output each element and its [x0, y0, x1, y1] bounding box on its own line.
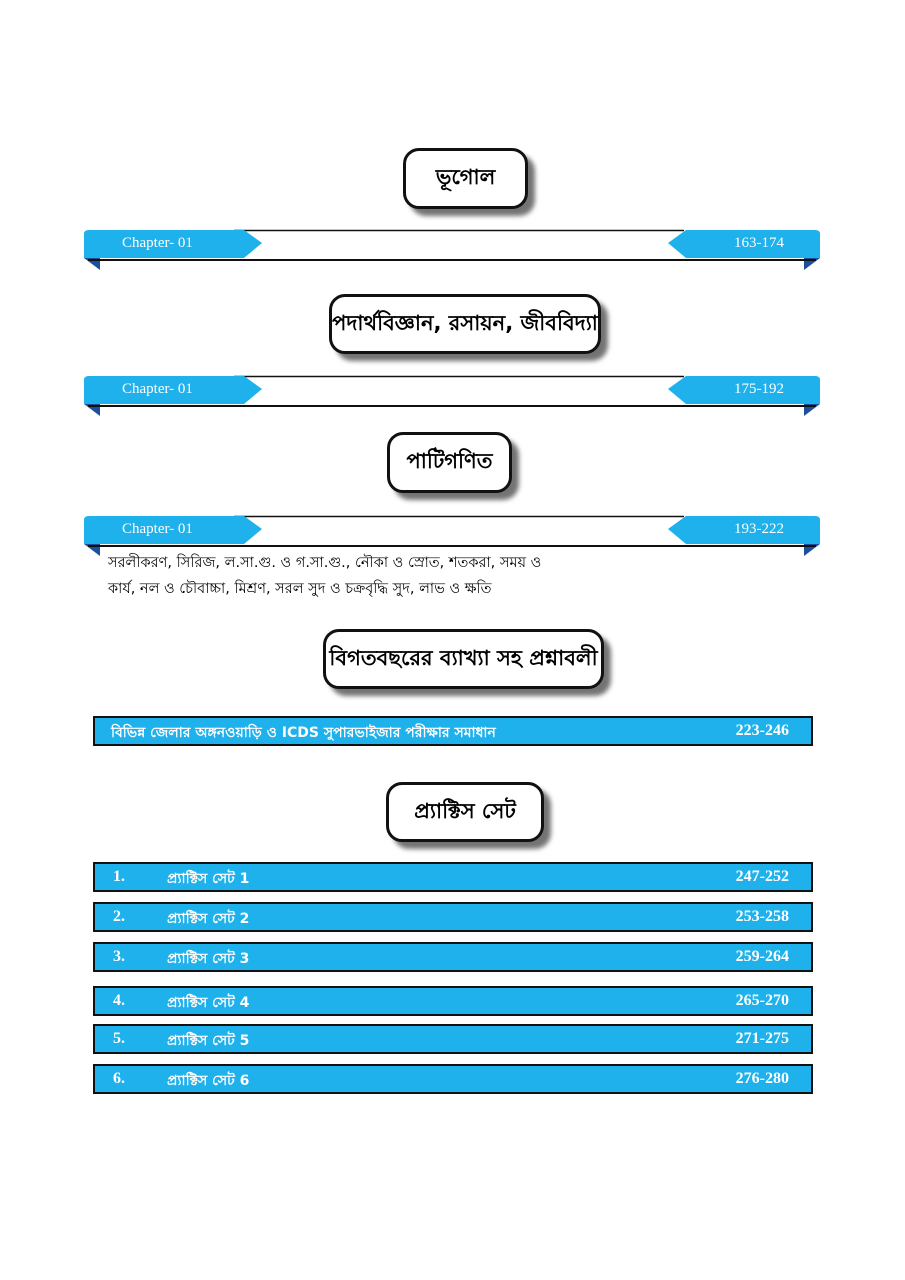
page-range: 247-252 — [735, 868, 789, 885]
page-range: 253-258 — [735, 908, 789, 925]
item-label: প্র্যাক্টিস সেট 3 — [167, 951, 250, 967]
chapter-ribbon[interactable] — [84, 228, 820, 273]
topic-list — [108, 550, 708, 602]
item-label: প্র্যাক্টিস সেট 6 — [167, 1073, 250, 1089]
chapter-ribbon[interactable] — [84, 374, 820, 419]
practice-set-item[interactable] — [93, 942, 813, 972]
page-range: 223-246 — [735, 722, 789, 739]
page-range: 175-192 — [734, 381, 784, 397]
item-label: প্র্যাক্টিস সেট 1 — [167, 871, 250, 887]
chapter-label: Chapter- 01 — [122, 235, 193, 251]
item-label: প্র্যাক্টিস সেট 5 — [167, 1033, 250, 1049]
previous-years-item[interactable] — [93, 716, 813, 746]
practice-set-item[interactable] — [93, 1024, 813, 1054]
practice-set-item[interactable] — [93, 862, 813, 892]
page-range: 163-174 — [734, 235, 784, 251]
chapter-label: Chapter- 01 — [122, 521, 193, 537]
page-range: 265-270 — [735, 992, 789, 1009]
page-range: 193-222 — [734, 521, 784, 537]
item-label: প্র্যাক্টিস সেট 4 — [167, 995, 250, 1011]
item-number: 5. — [113, 1030, 125, 1047]
item-label: বিভিন্ন জেলার অঙ্গনওয়াড়ি ও ICDS সুপারভাইজার পরীক্ষার সমাধান — [111, 725, 496, 741]
ribbon-graphic — [84, 228, 820, 273]
chapter-label: Chapter- 01 — [122, 381, 193, 397]
practice-set-item[interactable] — [93, 986, 813, 1016]
item-number: 1. — [113, 868, 125, 885]
practice-set-item[interactable] — [93, 1064, 813, 1094]
item-label: প্র্যাক্টিস সেট 2 — [167, 911, 250, 927]
section-heading-previous-years: বিগতবছরের ব্যাখ্যা সহ প্রশ্নাবলী — [323, 629, 604, 689]
item-number: 6. — [113, 1070, 125, 1087]
practice-set-item[interactable] — [93, 902, 813, 932]
section-heading-science: পদার্থবিজ্ঞান, রসায়ন, জীববিদ্যা — [329, 294, 601, 354]
page-range: 259-264 — [735, 948, 789, 965]
section-heading-geography: ভূগোল — [403, 148, 528, 209]
item-number: 3. — [113, 948, 125, 965]
section-heading-arithmetic: পাটিগণিত — [387, 432, 512, 493]
item-number: 2. — [113, 908, 125, 925]
section-heading-practice: প্র্যাক্টিস সেট — [386, 782, 544, 842]
page-range: 276-280 — [735, 1070, 789, 1087]
ribbon-graphic — [84, 374, 820, 419]
page-range: 271-275 — [735, 1030, 789, 1047]
topic-line: কার্য, নল ও চৌবাচ্চা, মিশ্রণ, সরল সুদ ও চক্রবৃদ্ধি সুদ, লাভ ও ক্ষতি — [108, 581, 492, 597]
topic-line: সরলীকরণ, সিরিজ, ল.সা.গু. ও গ.সা.গু., নৌকা ও স্রোত, শতকরা, সময় ও — [108, 555, 542, 571]
item-number: 4. — [113, 992, 125, 1009]
